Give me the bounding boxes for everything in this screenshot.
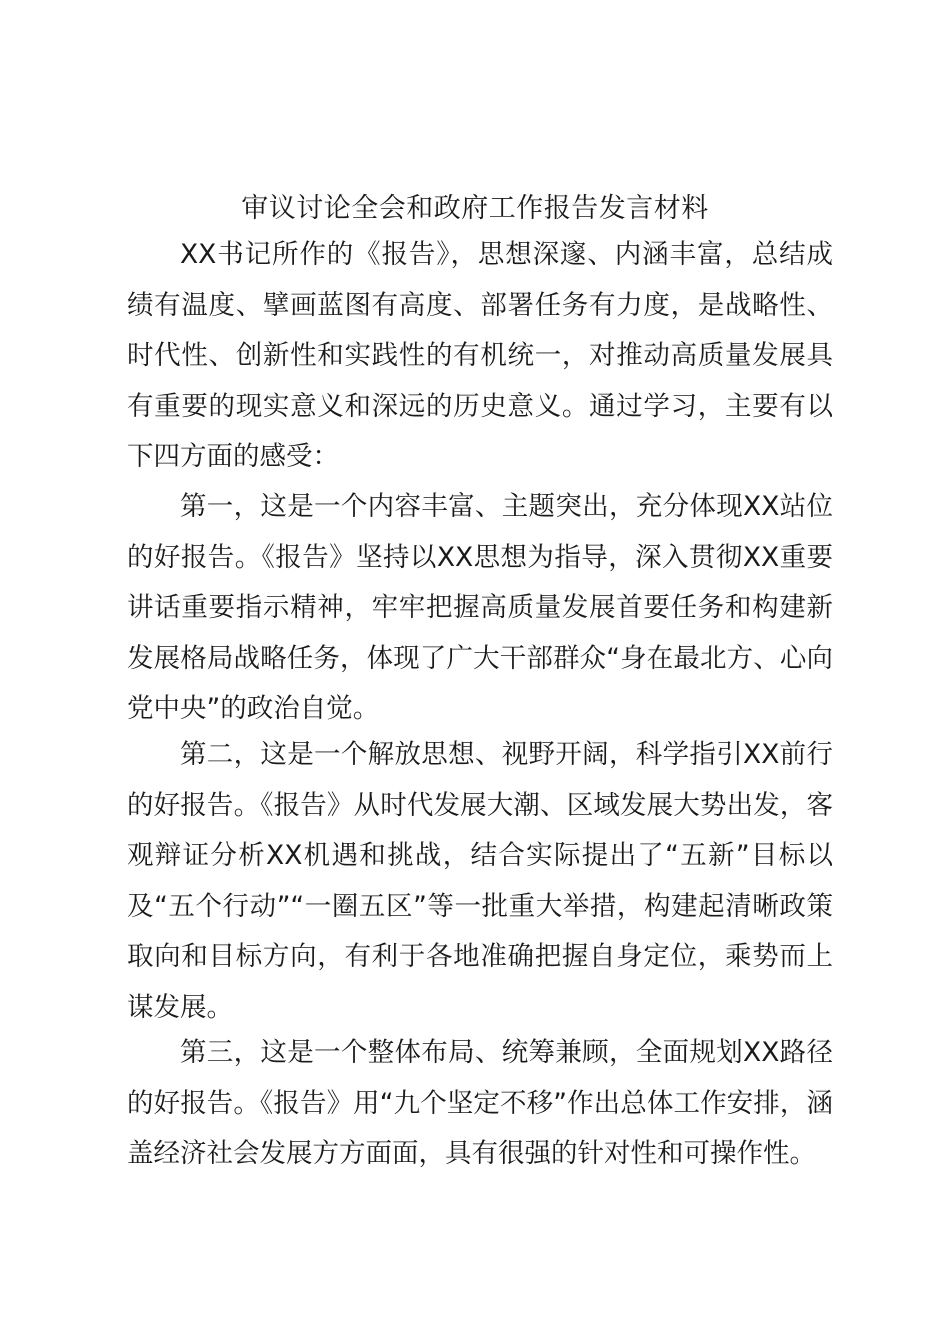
document-title: 审议讨论全会和政府工作报告发言材料: [241, 193, 709, 224]
paragraph-point-3: 第三，这是一个整体布局、统筹兼顾，全面规划XX路径的好报告。《报告》用“九个坚定不移”作出总体工作安排，涵盖经济社会发展方方面面，具有很强的针对性和可操作性。: [127, 1037, 833, 1169]
paragraph-point-1: 第一，这是一个内容丰富、主题突出，充分体现XX站位的好报告。《报告》坚持以XX思想为指导，深入贯彻XX重要讲话重要指示精神，牢牢把握高质量发展首要任务和构建新发展格局战略任务，体现了广大干部群众“身在最北方、心向党中央”的政治自觉。: [127, 491, 833, 724]
paragraph-point-2: 第二，这是一个解放思想、视野开阔，科学指引XX前行的好报告。《报告》从时代发展大潮、区域发展大势出发，客观辩证分析XX机遇和挑战，结合实际提出了“五新”目标以及“五个行动”“一圈五区”等一批重大举措，构建起清晰政策取向和目标方向，有利于各地准确把握自身定位，乘势而上谋发展。: [127, 739, 833, 1023]
document-body: [127, 230, 833, 483]
document-body-point-2: [127, 730, 833, 1033]
document-body-point-3: [127, 1028, 833, 1180]
paragraph-intro: XX书记所作的《报告》，思想深邃、内涵丰富，总结成绩有温度、擘画蓝图有高度、部署任务有力度，是战略性、时代性、创新性和实践性的有机统一，对推动高质量发展具有重要的现实意义和深远的历史意义。通过学习，主要有以下四方面的感受：: [127, 239, 833, 472]
document-body-point-1: [127, 482, 833, 735]
